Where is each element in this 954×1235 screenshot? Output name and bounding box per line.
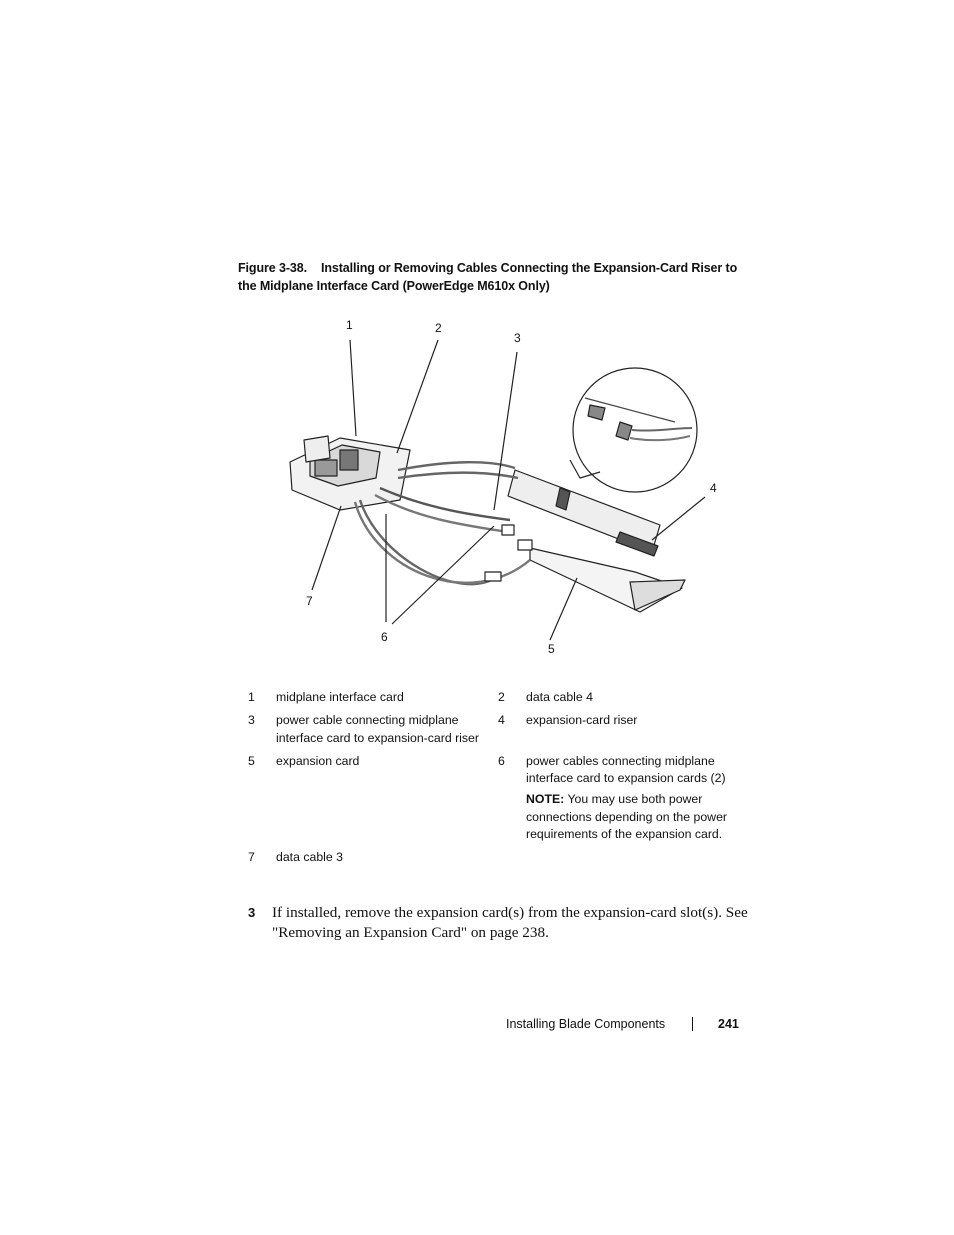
footer-separator: [692, 1017, 693, 1031]
legend-text: expansion card: [276, 753, 360, 768]
callout-1: 1: [346, 318, 353, 332]
legend-text: expansion-card riser: [526, 713, 638, 728]
step-number: 3: [248, 905, 256, 920]
legend-text: data cable 4: [526, 690, 594, 704]
callout-2: 2: [435, 321, 442, 335]
legend-number: 6: [498, 753, 505, 768]
legend-row: [238, 689, 743, 706]
note-label: NOTE:: [526, 792, 565, 807]
legend-number: 5: [248, 753, 255, 768]
callout-7: 7: [306, 594, 313, 608]
callout-5: 5: [548, 642, 555, 656]
step-text: If installed, remove the expansion card(s) from the expansion-card slot(s). See "Removing an Expansion Card" on page 238.: [272, 904, 748, 941]
legend-number: 2: [498, 690, 505, 704]
note-text: You may use both power connections depending on the power requirements of the expansion card.: [526, 792, 728, 842]
legend-number: 1: [248, 690, 255, 704]
callout-6: 6: [381, 630, 388, 644]
figure-number: Figure 3-38.: [238, 261, 307, 275]
figure-title: Installing or Removing Cables Connecting the Expansion-Card Riser to the Midplane Interface Card (PowerEdge M610x Only): [238, 261, 738, 293]
legend-text: data cable 3: [276, 850, 344, 865]
legend-row: [238, 753, 743, 843]
callout-4: 4: [710, 481, 717, 495]
procedure-step: [248, 903, 748, 943]
legend-text: power cable connecting midplane interface card to expansion-card riser: [276, 713, 479, 745]
illustration-drawing: [280, 310, 720, 670]
legend-row: [238, 712, 743, 747]
legend-text: midplane interface card: [276, 690, 404, 704]
figure-caption: [238, 259, 748, 295]
legend-row: [238, 849, 743, 866]
legend-number: 7: [248, 850, 255, 865]
legend-note: [526, 791, 743, 843]
legend-number: 3: [248, 713, 255, 728]
callout-3: 3: [514, 331, 521, 345]
page-number: 241: [718, 1017, 739, 1031]
legend-number: 4: [498, 713, 505, 728]
figure-legend: [238, 689, 743, 873]
legend-text: power cables connecting midplane interface card to expansion cards (2): [526, 753, 726, 786]
expansion-card-shape: [530, 548, 682, 612]
cable-installation-illustration: [280, 310, 720, 670]
footer-section-title: Installing Blade Components: [506, 1017, 666, 1031]
legend-text-with-note: [526, 753, 743, 843]
